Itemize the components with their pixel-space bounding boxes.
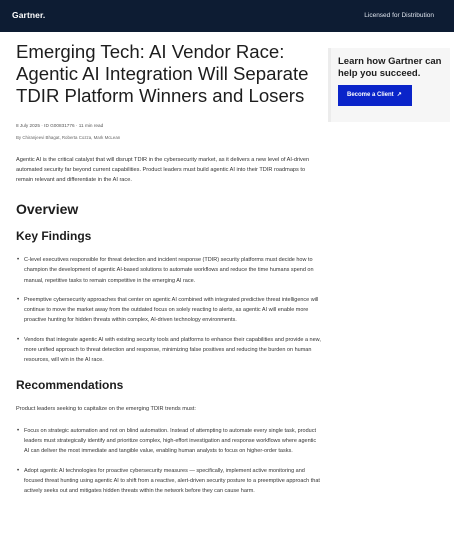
article-content [16,40,322,505]
become-a-client-button[interactable] [338,85,412,106]
article-authors: By Chiranjeevi Bhagat, Roberta Cozza, Mark McLean [16,135,121,140]
title-line: Emerging Tech: AI Vendor Race: [16,41,285,62]
cta-panel [328,48,450,122]
key-findings-list [16,255,322,366]
list-item: • Vendors that integrate agentic AI with existing security tools and platforms to enhance their capabilities and provide a new, more unified approach to threat detection and response, minimizing false positives and reducing the burden on human resources, will win in the AI race. [16,335,322,366]
article-summary: Agentic AI is the critical catalyst that will disrupt TDIR in the cybersecurity market, as it delivers a new level of AI-driven automated security far beyond current capabilities. Product leaders must build agentic AI into their TDIR roadmaps to remain relevant and differentiate in the AI race. [16,157,310,183]
list-item: • Preemptive cybersecurity approaches that center on agentic AI combined with integrated predictive threat intelligence will continue to move the market away from the outdated focus on solely reacting to alerts, as agentic AI will enable more proactive hunting for hidden threats within complex, AI-driven technology environments. [16,295,322,326]
external-arrow-icon: ↗ [396,92,402,98]
list-item: • Adopt agentic AI technologies for proactive cybersecurity measures — specifically, implement active monitoring and focused threat hunting using agentic AI to shift from a reactive, alert-driven security posture to a preemptive approach that actively seeks out and mitigates hidden threats within the network before they can cause harm. [16,466,322,497]
title-line: Agentic AI Integration Will Separate [16,63,309,84]
top-header-bar [0,0,454,32]
cta-title: Learn how Gartner can help you succeed. [338,56,442,79]
cta-button-label: Become a Client [347,92,394,98]
gartner-logo[interactable]: Gartner. [12,10,46,20]
title-line: TDIR Platform Winners and Losers [16,85,305,106]
key-findings-heading: Key Findings [16,229,92,243]
article-title [16,41,322,107]
article-meta: 8 July 2025 · ID G00831776 · 11 min read [16,123,104,128]
licensed-label: Licensed for Distribution [364,12,434,19]
overview-heading: Overview [16,201,79,217]
list-item: • C-level executives responsible for threat detection and incident response (TDIR) security platforms must decide how to champion the development of agentic AI-based solutions to automate workflows and reduce the time humans spend on manual, repetitive tasks to remain competitive in the emerging AI race. [16,255,322,286]
list-item: • Focus on strategic automation and not on blind automation. Instead of attempting to automate every single task, product leaders must strategically identify and prioritize complex, high-effort investigation and response workflows where agentic AI can deliver the most immediate and tangible value, enabling human analysts to focus on higher-order tasks. [16,426,322,457]
recommendations-list [16,426,322,497]
recommendations-intro: Product leaders seeking to capitalize on the emerging TDIR trends must: [16,405,196,412]
recommendations-heading: Recommendations [16,377,124,392]
